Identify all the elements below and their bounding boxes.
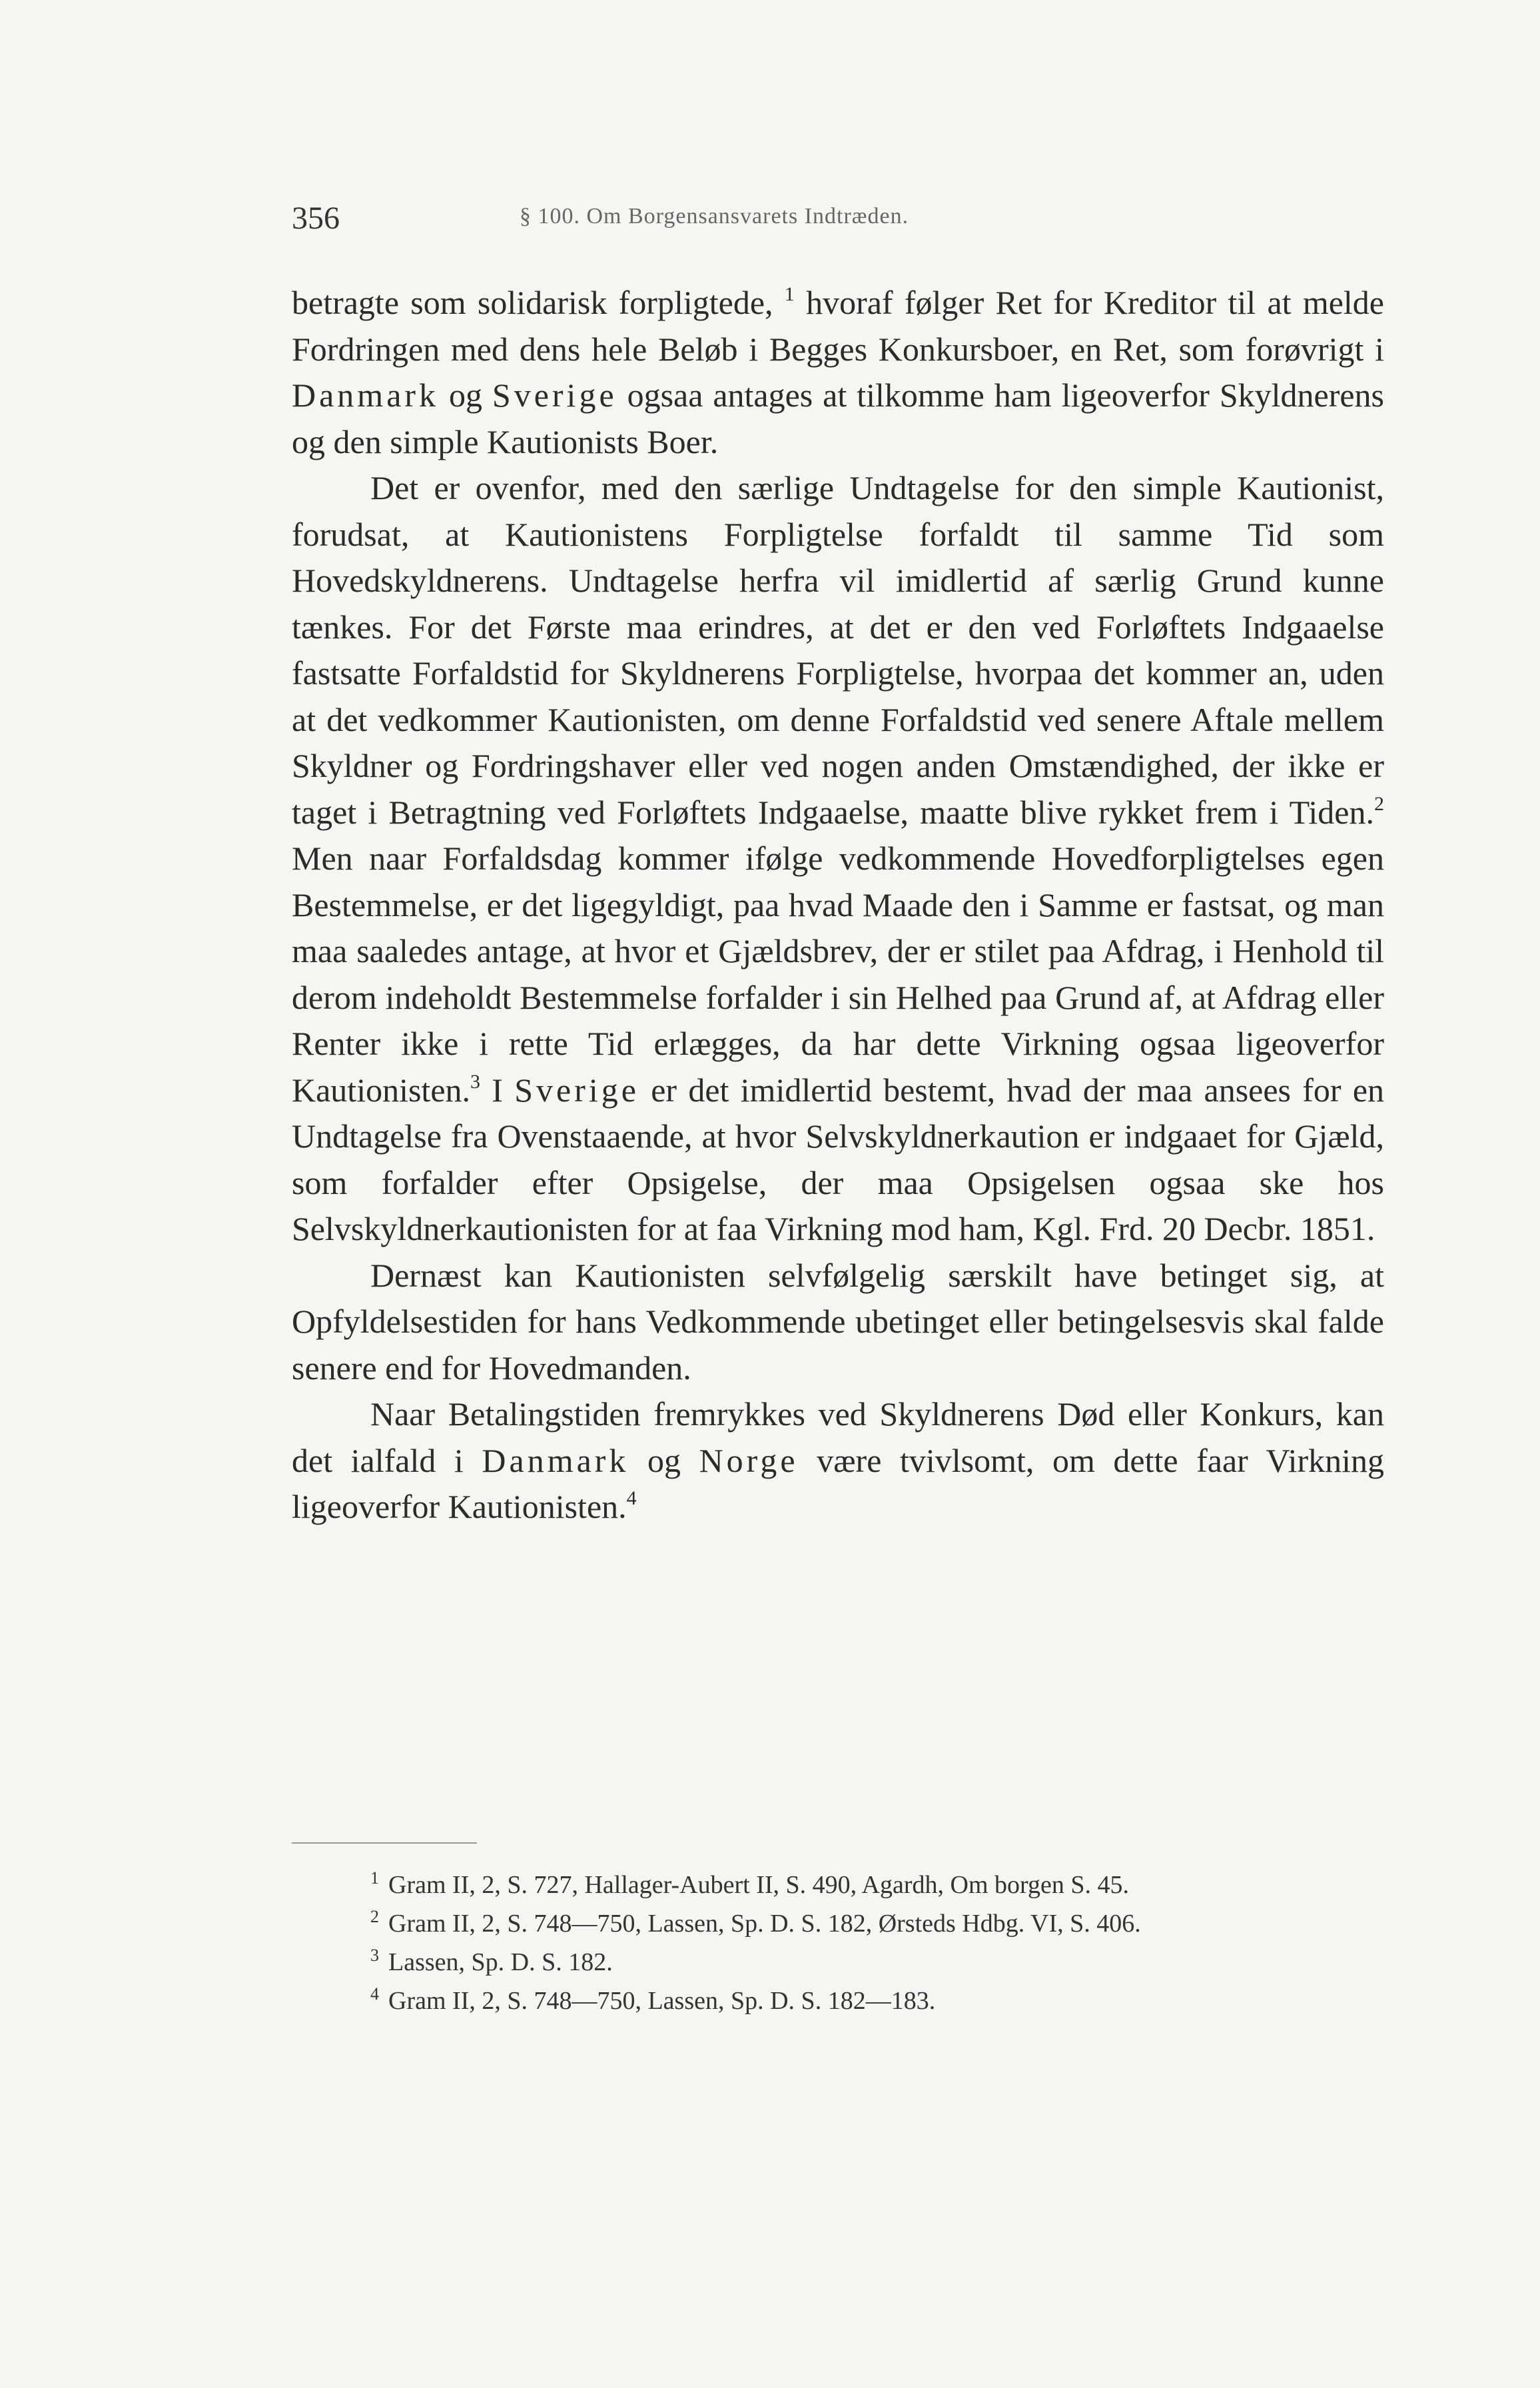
footnote-ref: 2	[1374, 792, 1384, 815]
footnote-mark: 2	[370, 1907, 379, 1926]
footnotes	[292, 1866, 1384, 2020]
paragraph: Naar Betalingstiden fremrykkes ved Skyldnerens Død eller Konkurs, kan det ialfald i Danmark og Norge være tvivlsomt, om dette faar Virkning ligeoverfor Kautionisten.$^4$	[292, 1395, 1385, 1525]
footnote-divider	[292, 1842, 477, 1844]
footnote: $^4$ Gram II, 2, S. 748—750, Lassen, Sp. D. S. 182—183.	[370, 1984, 936, 2015]
page-header	[292, 200, 1391, 240]
paragraph: Det er ovenfor, med den særlige Undtagelse for den simple Kautionist, forudsat, at Kautionistens Forpligtelse forfaldt til samme Tid som Hovedskyldnerens. Undtagelse herfra vil imidlertid af særlig Grund kunne tænkes. For det Første maa erindres, at det er den ved Forløftets Indgaaelse fastsatte Forfaldstid for Skyldnerens Forpligtelse, hvorpaa det kommer an, uden at det vedkommer Kautionisten, om denne Forfaldstid ved senere Aftale mellem Skyldner og Fordringshaver eller ved nogen anden Omstændighed, der ikke er taget i Betragtning ved Forløftets Indgaaelse, maatte blive rykket frem i Tiden.$^2$ Men naar Forfaldsdag kommer ifølge vedkommende Hovedforpligtelses egen Bestemmelse, er det ligegyldigt, paa hvad Maade den i Samme er fastsat, og man maa saaledes antage, at hvor et Gjældsbrev, der er stilet paa Afdrag, i Henhold til derom indeholdt Bestemmelse forfalder i sin Helhed paa Grund af, at Afdrag eller Renter ikke i rette Tid erlægges, da har dette Virkning ogsaa ligeoverfor Kautionisten.$^3$ I Sverige er det imidlertid bestemt, hvad der maa ansees for en Undtagelse fra Ovenstaaende, at hvor Selvskyldnerkaution er indgaaet for Gjæld, som forfalder efter Opsigelse, der maa Opsigelsen ogsaa ske hos Selvskyldnerkautionisten for at faa Virkning mod ham, Kgl. Frd. 20 Decbr. 1851.	[292, 469, 1385, 1247]
paragraph: betragte som solidarisk forpligtede, $^1$ hvoraf følger Ret for Kreditor til at melde Fordringen med dens hele Beløb i Begges Konkursboer, en Ret, som forøvrigt i Danmark og Sverige ogsaa antages at tilkomme ham ligeoverfor Skyldnerens og den simple Kautionists Boer.	[292, 283, 1385, 460]
footnote: $^2$ Gram II, 2, S. 748—750, Lassen, Sp. D. S. 182, Ørsteds Hdbg. VI, S. 406.	[370, 1907, 1141, 1938]
paragraph: Dernæst kan Kautionisten selvfølgelig særskilt have betinget sig, at Opfyldelsestiden for hans Vedkommende ubetinget eller betingelsesvis skal falde senere end for Hovedmanden.	[292, 1256, 1384, 1387]
page-number: 356	[292, 201, 340, 236]
body-text	[292, 280, 1384, 1530]
running-head: § 100. Om Borgensansvarets Indtræden.	[520, 204, 909, 229]
footnote-mark: 3	[370, 1946, 379, 1965]
footnote-ref: 3	[470, 1070, 481, 1093]
footnote-ref: 1	[784, 283, 795, 305]
footnote: $^3$ Lassen, Sp. D. S. 182.	[370, 1946, 613, 1976]
footnote-ref: 4	[626, 1487, 637, 1509]
footnote: $^1$ Gram II, 2, S. 727, Hallager-Aubert II, S. 490, Agardh, Om borgen S. 45.	[370, 1868, 1129, 1899]
footnote-mark: 4	[370, 1984, 379, 2004]
footnote-mark: 1	[370, 1868, 379, 1888]
